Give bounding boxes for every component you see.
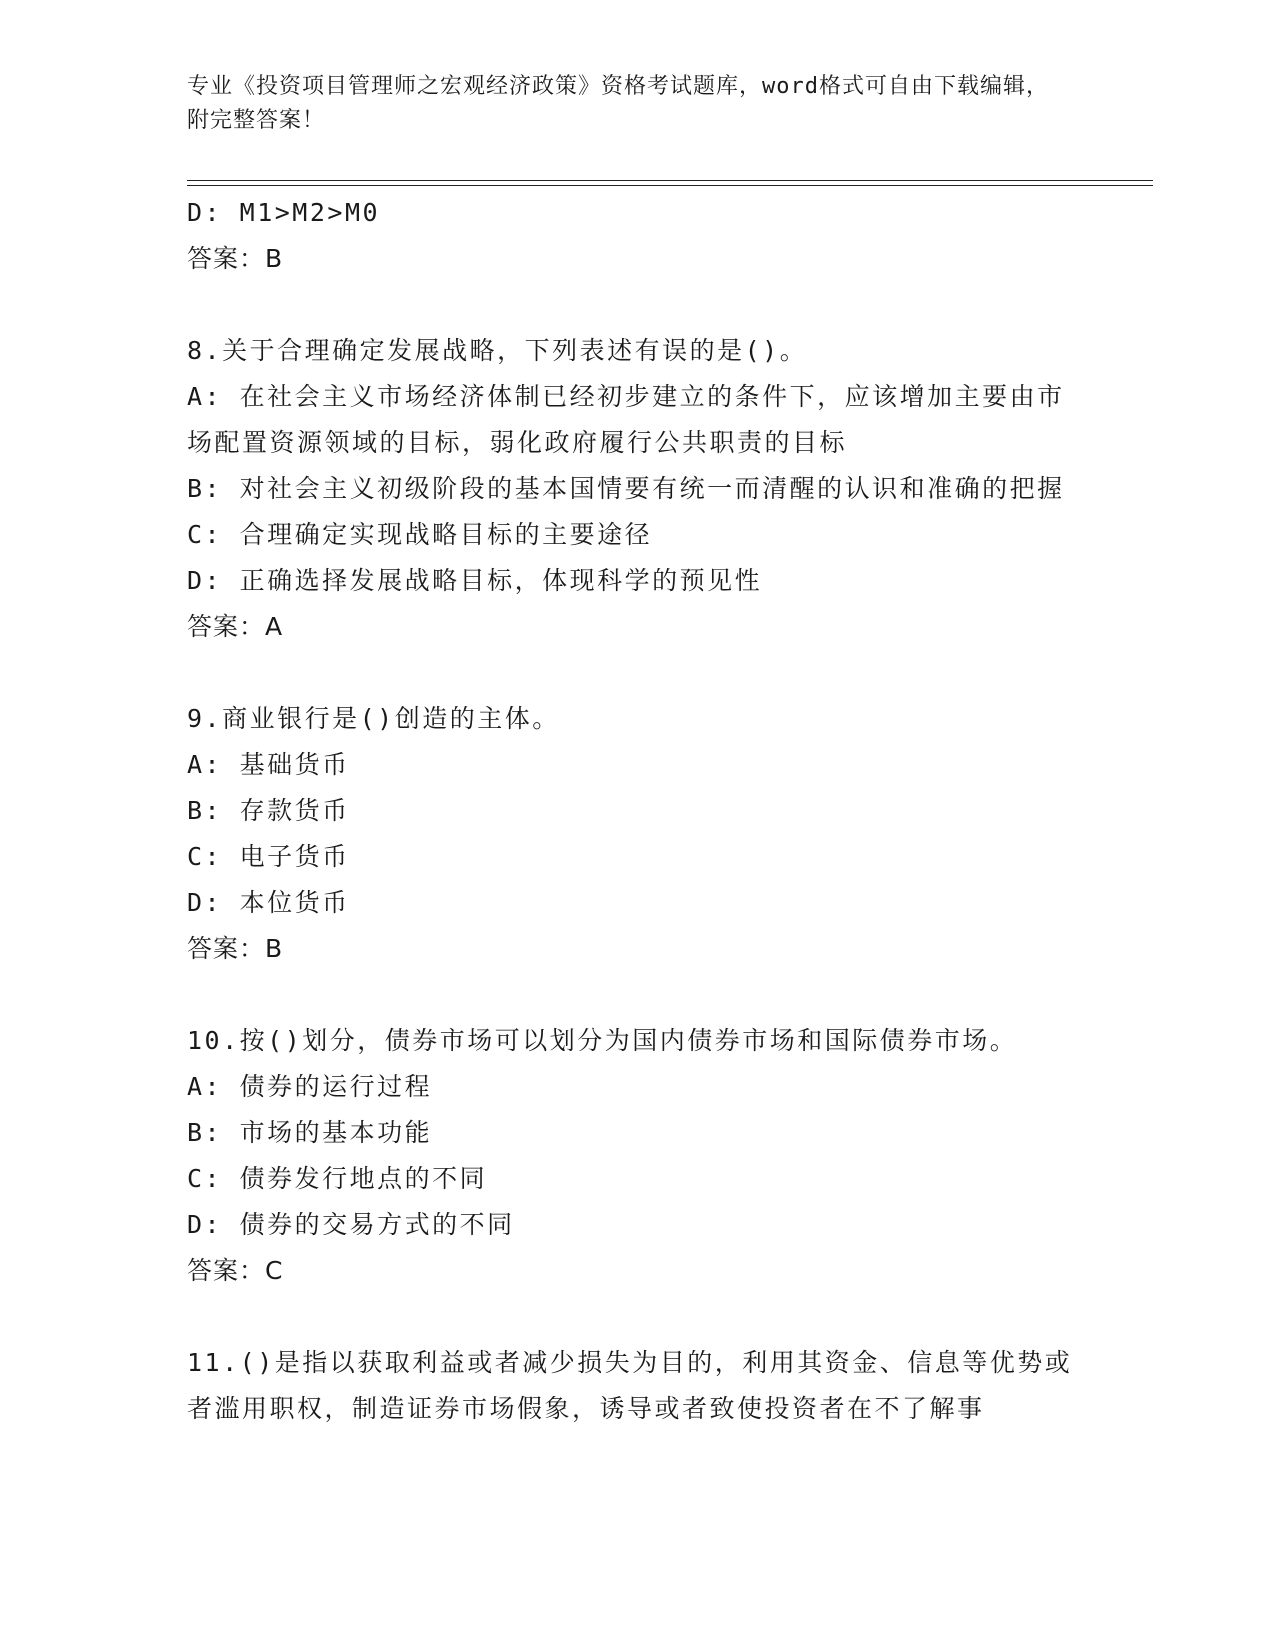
question-10 bbox=[187, 1018, 1087, 1294]
question-stem: 10.按()划分，债券市场可以划分为国内债券市场和国际债券市场。 bbox=[187, 1026, 1018, 1055]
prev-option-d: D: M1>M2>M0 bbox=[187, 198, 381, 227]
option-b: B: 对社会主义初级阶段的基本国情要有统一而清醒的认识和准确的把握 bbox=[187, 474, 1065, 503]
option-a: A: 基础货币 bbox=[187, 750, 350, 779]
question-content bbox=[187, 190, 1087, 1432]
answer: 答案：B bbox=[187, 934, 284, 963]
question-9 bbox=[187, 696, 1087, 972]
spacer bbox=[187, 282, 1087, 328]
answer: 答案：C bbox=[187, 1256, 284, 1285]
question-8 bbox=[187, 328, 1087, 650]
spacer bbox=[187, 650, 1087, 696]
option-d: D: 债券的交易方式的不同 bbox=[187, 1210, 515, 1239]
option-d: D: 正确选择发展战略目标，体现科学的预见性 bbox=[187, 566, 763, 595]
option-b: B: 存款货币 bbox=[187, 796, 350, 825]
option-d: D: 本位货币 bbox=[187, 888, 350, 917]
option-a: A: 债券的运行过程 bbox=[187, 1072, 433, 1101]
question-11 bbox=[187, 1340, 1087, 1432]
header-text: 专业《投资项目管理师之宏观经济政策》资格考试题库，word格式可自由下载编辑，附完整答案！ bbox=[187, 74, 1049, 133]
option-c: C: 债券发行地点的不同 bbox=[187, 1164, 488, 1193]
prev-answer: 答案：B bbox=[187, 244, 284, 273]
answer: 答案：A bbox=[187, 612, 284, 641]
header-rule-bottom bbox=[187, 185, 1153, 186]
spacer bbox=[187, 972, 1087, 1018]
question-stem: 11.()是指以获取利益或者减少损失为目的，利用其资金、信息等优势或者滥用职权，制造证券市场假象，诱导或者致使投资者在不了解事 bbox=[187, 1348, 1073, 1423]
document-header bbox=[187, 70, 1067, 138]
question-stem: 9.商业银行是()创造的主体。 bbox=[187, 704, 560, 733]
option-a: A: 在社会主义市场经济体制已经初步建立的条件下，应该增加主要由市场配置资源领域的目标，弱化政府履行公共职责的目标 bbox=[187, 382, 1065, 457]
option-c: C: 合理确定实现战略目标的主要途径 bbox=[187, 520, 653, 549]
question-stem: 8.关于合理确定发展战略，下列表述有误的是()。 bbox=[187, 336, 808, 365]
spacer bbox=[187, 1294, 1087, 1340]
header-rule-top bbox=[187, 180, 1153, 181]
option-b: B: 市场的基本功能 bbox=[187, 1118, 433, 1147]
option-c: C: 电子货币 bbox=[187, 842, 350, 871]
